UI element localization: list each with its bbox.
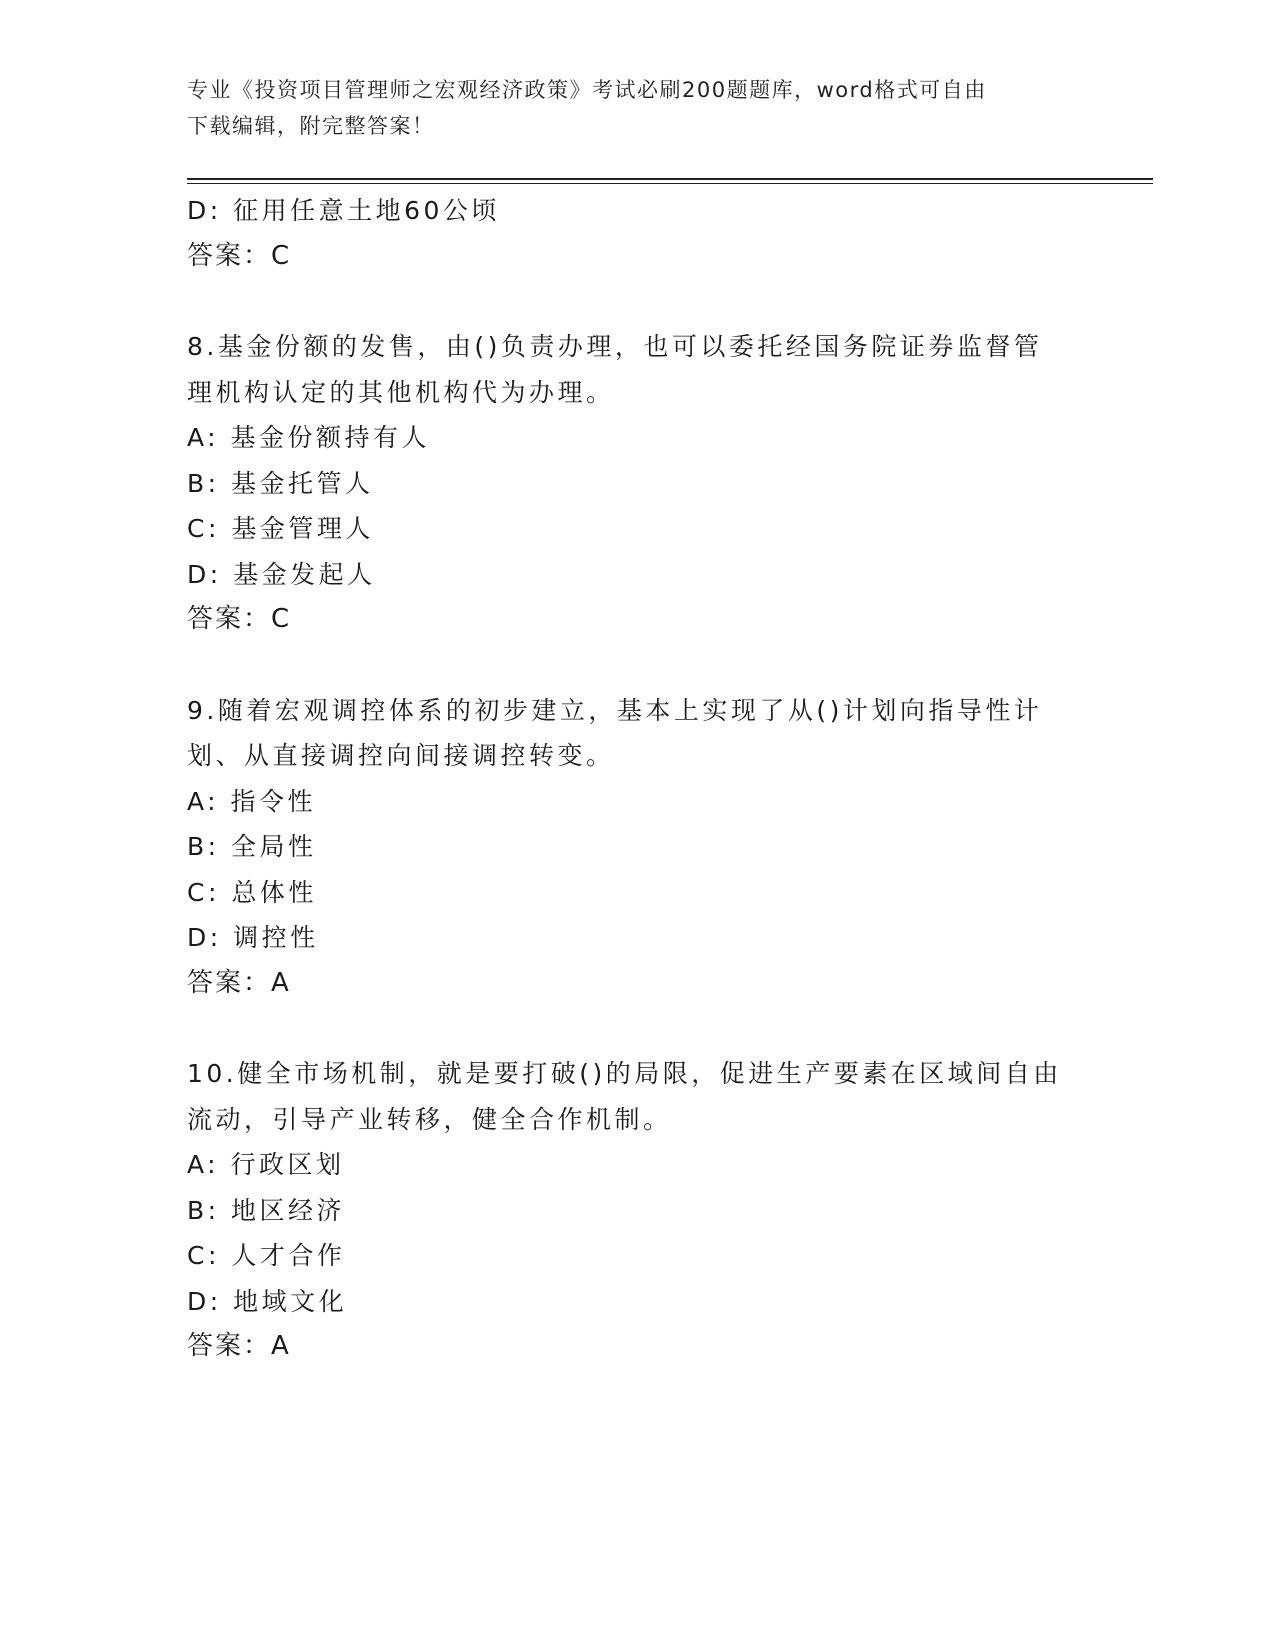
option-d: D: 地域文化 xyxy=(187,1286,348,1316)
spacer xyxy=(187,1006,1087,1051)
answer: 答案：C xyxy=(187,240,292,271)
question-stem-line-2: 流动，引导产业转移，健全合作机制。 xyxy=(187,1104,672,1134)
header-line-2: 下载编辑，附完整答案！ xyxy=(187,114,435,138)
document-header xyxy=(187,72,1087,144)
question-8 xyxy=(187,324,1087,643)
option-c: C: 人才合作 xyxy=(187,1241,346,1270)
option-b: B: 地区经济 xyxy=(187,1195,346,1225)
question-stem-line-2: 理机构认定的其他机构代为办理。 xyxy=(187,377,615,407)
answer: 答案：A xyxy=(187,1331,291,1361)
option-b: B: 全局性 xyxy=(187,832,317,861)
spacer xyxy=(187,643,1087,688)
header-line-1: 专业《投资项目管理师之宏观经济政策》考试必刷200题题库，word格式可自由 xyxy=(187,78,987,102)
spacer xyxy=(187,279,1087,324)
option-d: D: 征用任意土地60公顷 xyxy=(187,196,500,225)
question-stem-line-1: 8.基金份额的发售，由()负责办理，也可以委托经国务院证券监督管 xyxy=(187,332,1043,361)
question-9 xyxy=(187,688,1087,1007)
header-rule-thin xyxy=(187,183,1153,184)
question-10 xyxy=(187,1051,1087,1370)
option-d: D: 基金发起人 xyxy=(187,559,376,589)
option-c: C: 基金管理人 xyxy=(187,514,374,543)
document-body xyxy=(187,188,1087,1370)
option-d: D: 调控性 xyxy=(187,923,319,952)
option-b: B: 基金托管人 xyxy=(187,468,374,498)
option-c: C: 总体性 xyxy=(187,877,317,907)
option-a: A: 指令性 xyxy=(187,786,317,816)
question-stem-line-2: 划、从直接调控向间接调控转变。 xyxy=(187,741,615,770)
option-a: A: 基金份额持有人 xyxy=(187,423,431,452)
question-stem-line-1: 9.随着宏观调控体系的初步建立，基本上实现了从()计划向指导性计 xyxy=(187,695,1043,725)
option-a: A: 行政区划 xyxy=(187,1150,345,1179)
previous-question-tail xyxy=(187,188,1087,279)
answer: 答案：A xyxy=(187,967,291,998)
header-rule-thick xyxy=(187,178,1153,180)
answer: 答案：C xyxy=(187,604,292,634)
question-stem-line-1: 10.健全市场机制，就是要打破()的局限，促进生产要素在区域间自由 xyxy=(187,1059,1062,1088)
